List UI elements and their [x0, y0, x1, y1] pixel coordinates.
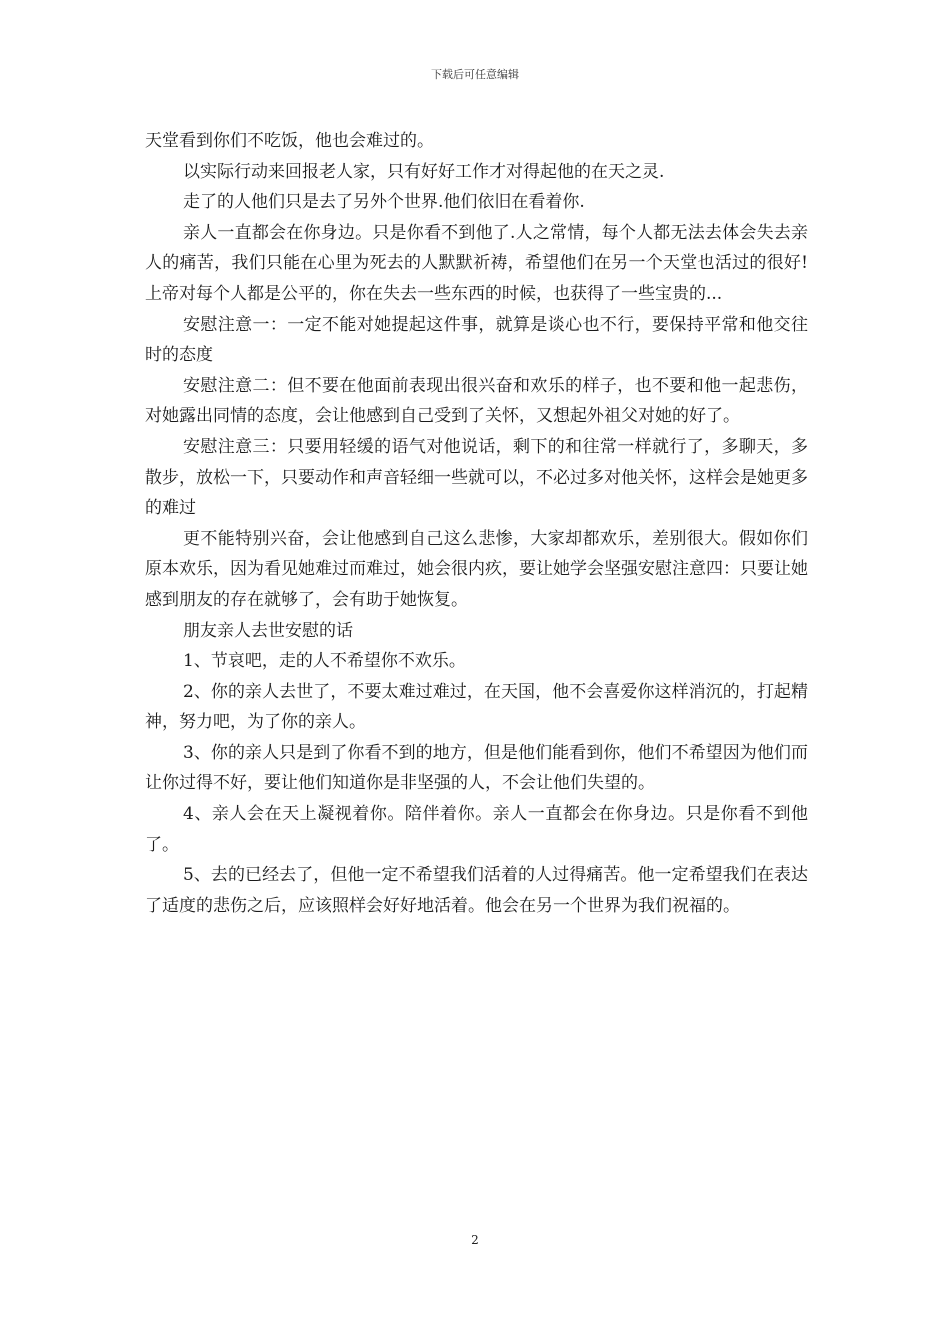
- list-item: 1、节哀吧，走的人不希望你不欢乐。: [183, 651, 466, 672]
- paragraph: 安慰注意三：只要用轻缓的语气对他说话，剩下的和往常一样就行了，多聊天，多散步，放松一下，只要动作和声音轻细一些就可以，不必过多对他关怀，这样会是她更多的难过: [145, 436, 808, 519]
- document-body: [145, 126, 808, 921]
- section-heading: 朋友亲人去世安慰的话: [183, 620, 353, 641]
- paragraph: 天堂看到你们不吃饭，他也会难过的。: [145, 131, 434, 151]
- paragraph: 安慰注意一：一定不能对她提起这件事，就算是谈心也不行，要保持平常和他交往时的态度: [145, 314, 808, 366]
- list-item: 5、去的已经去了，但他一定不希望我们活着的人过得痛苦。他一定希望我们在表达了适度的悲伤之后，应该照样会好好地活着。他会在另一个世界为我们祝福的。: [145, 865, 808, 916]
- page-number: 2: [471, 1233, 479, 1247]
- paragraph: 亲人一直都会在你身边。只是你看不到他了.人之常情，每个人都无法去体会失去亲人的痛苦，我们只能在心里为死去的人默默祈祷，希望他们在另一个天堂也活过的很好!上帝对每个人都是公平的，你在失去一些东西的时候，也获得了一些宝贵的...: [145, 222, 808, 304]
- paragraph: 安慰注意二：但不要在他面前表现出很兴奋和欢乐的样子，也不要和他一起悲伤，对她露出同情的态度，会让他感到自己受到了关怀，又想起外祖父对她的好了。: [145, 375, 808, 427]
- paragraph: 以实际行动来回报老人家，只有好好工作才对得起他的在天之灵.: [183, 161, 665, 182]
- page-header: 下载后可任意编辑: [431, 68, 519, 81]
- list-item: 4、亲人会在天上凝视着你。陪伴着你。亲人一直都会在你身边。只是你看不到他了。: [145, 804, 808, 855]
- list-item: 2、你的亲人去世了，不要太难过难过，在天国，他不会喜爱你这样消沉的，打起精神，努力吧，为了你的亲人。: [145, 681, 808, 733]
- paragraph: 更不能特别兴奋，会让他感到自己这么悲惨，大家却都欢乐，差别很大。假如你们原本欢乐，因为看见她难过而难过，她会很内疚，要让她学会坚强安慰注意四：只要让她感到朋友的存在就够了，会有助于她恢复。: [145, 528, 808, 610]
- paragraph: 走了的人他们只是去了另外个世界.他们依旧在看着你.: [183, 192, 585, 213]
- list-item: 3、你的亲人只是到了你看不到的地方，但是他们能看到你，他们不希望因为他们而让你过得不好，要让他们知道你是非坚强的人，不会让他们失望的。: [145, 742, 808, 794]
